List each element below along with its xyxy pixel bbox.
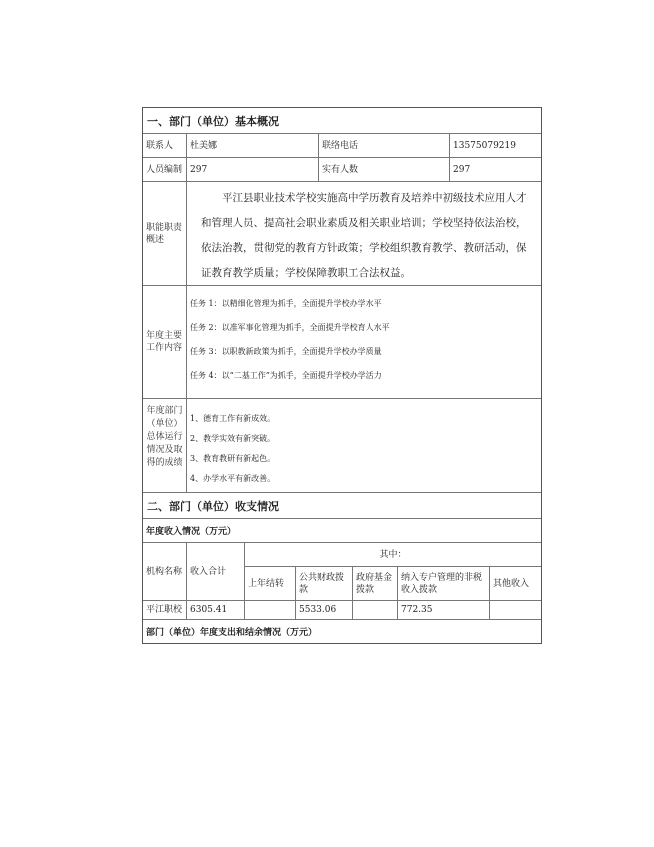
contact-phone-label: 联络电话 [319,134,450,157]
expense-title-row [143,620,541,643]
total-cell: 6305.41 [187,601,245,619]
expense-title: 部门（单位）年度支出和结余情况（万元） [146,628,318,638]
section1-title: 一、部门（单位）基本概况 [147,114,279,128]
carryover-cell [245,601,296,619]
section1-header [143,108,541,134]
contact-person-label: 联系人 [143,134,187,157]
other-cell [490,601,541,619]
income-title-row [143,519,541,543]
results-row [143,399,541,493]
staff-quota-value: 297 [187,158,319,181]
result-item: 1、德育工作有新成效。 [190,414,276,423]
col-nontax: 纳入专户管理的非税收入拨款 [398,567,490,600]
nontax-cell: 772.35 [398,601,490,619]
results-label: 年度部门（单位）总体运行情况及取得的成绩 [143,399,187,492]
income-header-row [143,543,541,601]
income-title: 年度收入情况（万元） [146,527,237,537]
col-public-finance: 公共财政拨款 [296,567,353,600]
col-carryover: 上年结转 [245,567,296,600]
result-item: 2、教学实效有新突破。 [190,434,276,443]
main-tasks-row [143,286,541,399]
staff-actual-value: 297 [453,164,471,175]
main-tasks-list [187,286,541,398]
contact-row [143,134,541,158]
staff-quota-label: 人员编制 [143,158,187,181]
task-item: 任务 2：以准军事化管理为抓手，全面提升学校育人水平 [190,323,390,332]
col-other: 其他收入 [493,578,530,589]
public-finance-cell: 5533.06 [296,601,353,619]
gov-fund-cell [353,601,398,619]
staff-actual-label: 实有人数 [319,158,450,181]
result-item: 3、教育教研有新起色。 [190,454,276,463]
task-item: 任务 1：以精细化管理为抓手，全面提升学校办学水平 [190,299,382,308]
of-which-group [245,543,541,600]
result-item: 4、办学水平有新改善。 [190,474,276,483]
of-which-subcols [245,567,541,600]
task-item: 任务 4：以“二基工作”为抓手，全面提升学校办学活力 [190,371,382,380]
contact-phone-value: 13575079219 [453,140,516,151]
col-gov-fund: 政府基金拨款 [353,567,398,600]
staff-row [143,158,541,182]
duties-text: 平江县职业技术学校实施高中学历教育及培养中初级技术应用人才和管理人员、提高社会职业素质及相关职业培训；学校坚持依法治校，依法治教，贯彻党的教育方针政策；学校组织教育教学、教研活动，保证教育教学质量；学校保障教职工合法权益。 [201,192,527,279]
section2-header [143,493,541,519]
org-cell: 平江职校 [143,601,187,619]
main-tasks-label: 年度主要工作内容 [143,286,187,398]
section2-title: 二、部门（单位）收支情况 [147,499,279,513]
col-org: 机构名称 [143,543,187,600]
col-of-which: 其中： [245,543,541,567]
task-item: 任务 3：以职教新政策为抓手，全面提升学校办学质量 [190,347,382,356]
duties-row [143,182,541,286]
col-total: 收入合计 [187,543,245,600]
duties-label: 职能职责概述 [143,182,187,285]
contact-person-value: 杜美娜 [187,134,319,157]
results-list [187,399,541,492]
budget-document [142,107,542,644]
table-row [143,601,541,620]
